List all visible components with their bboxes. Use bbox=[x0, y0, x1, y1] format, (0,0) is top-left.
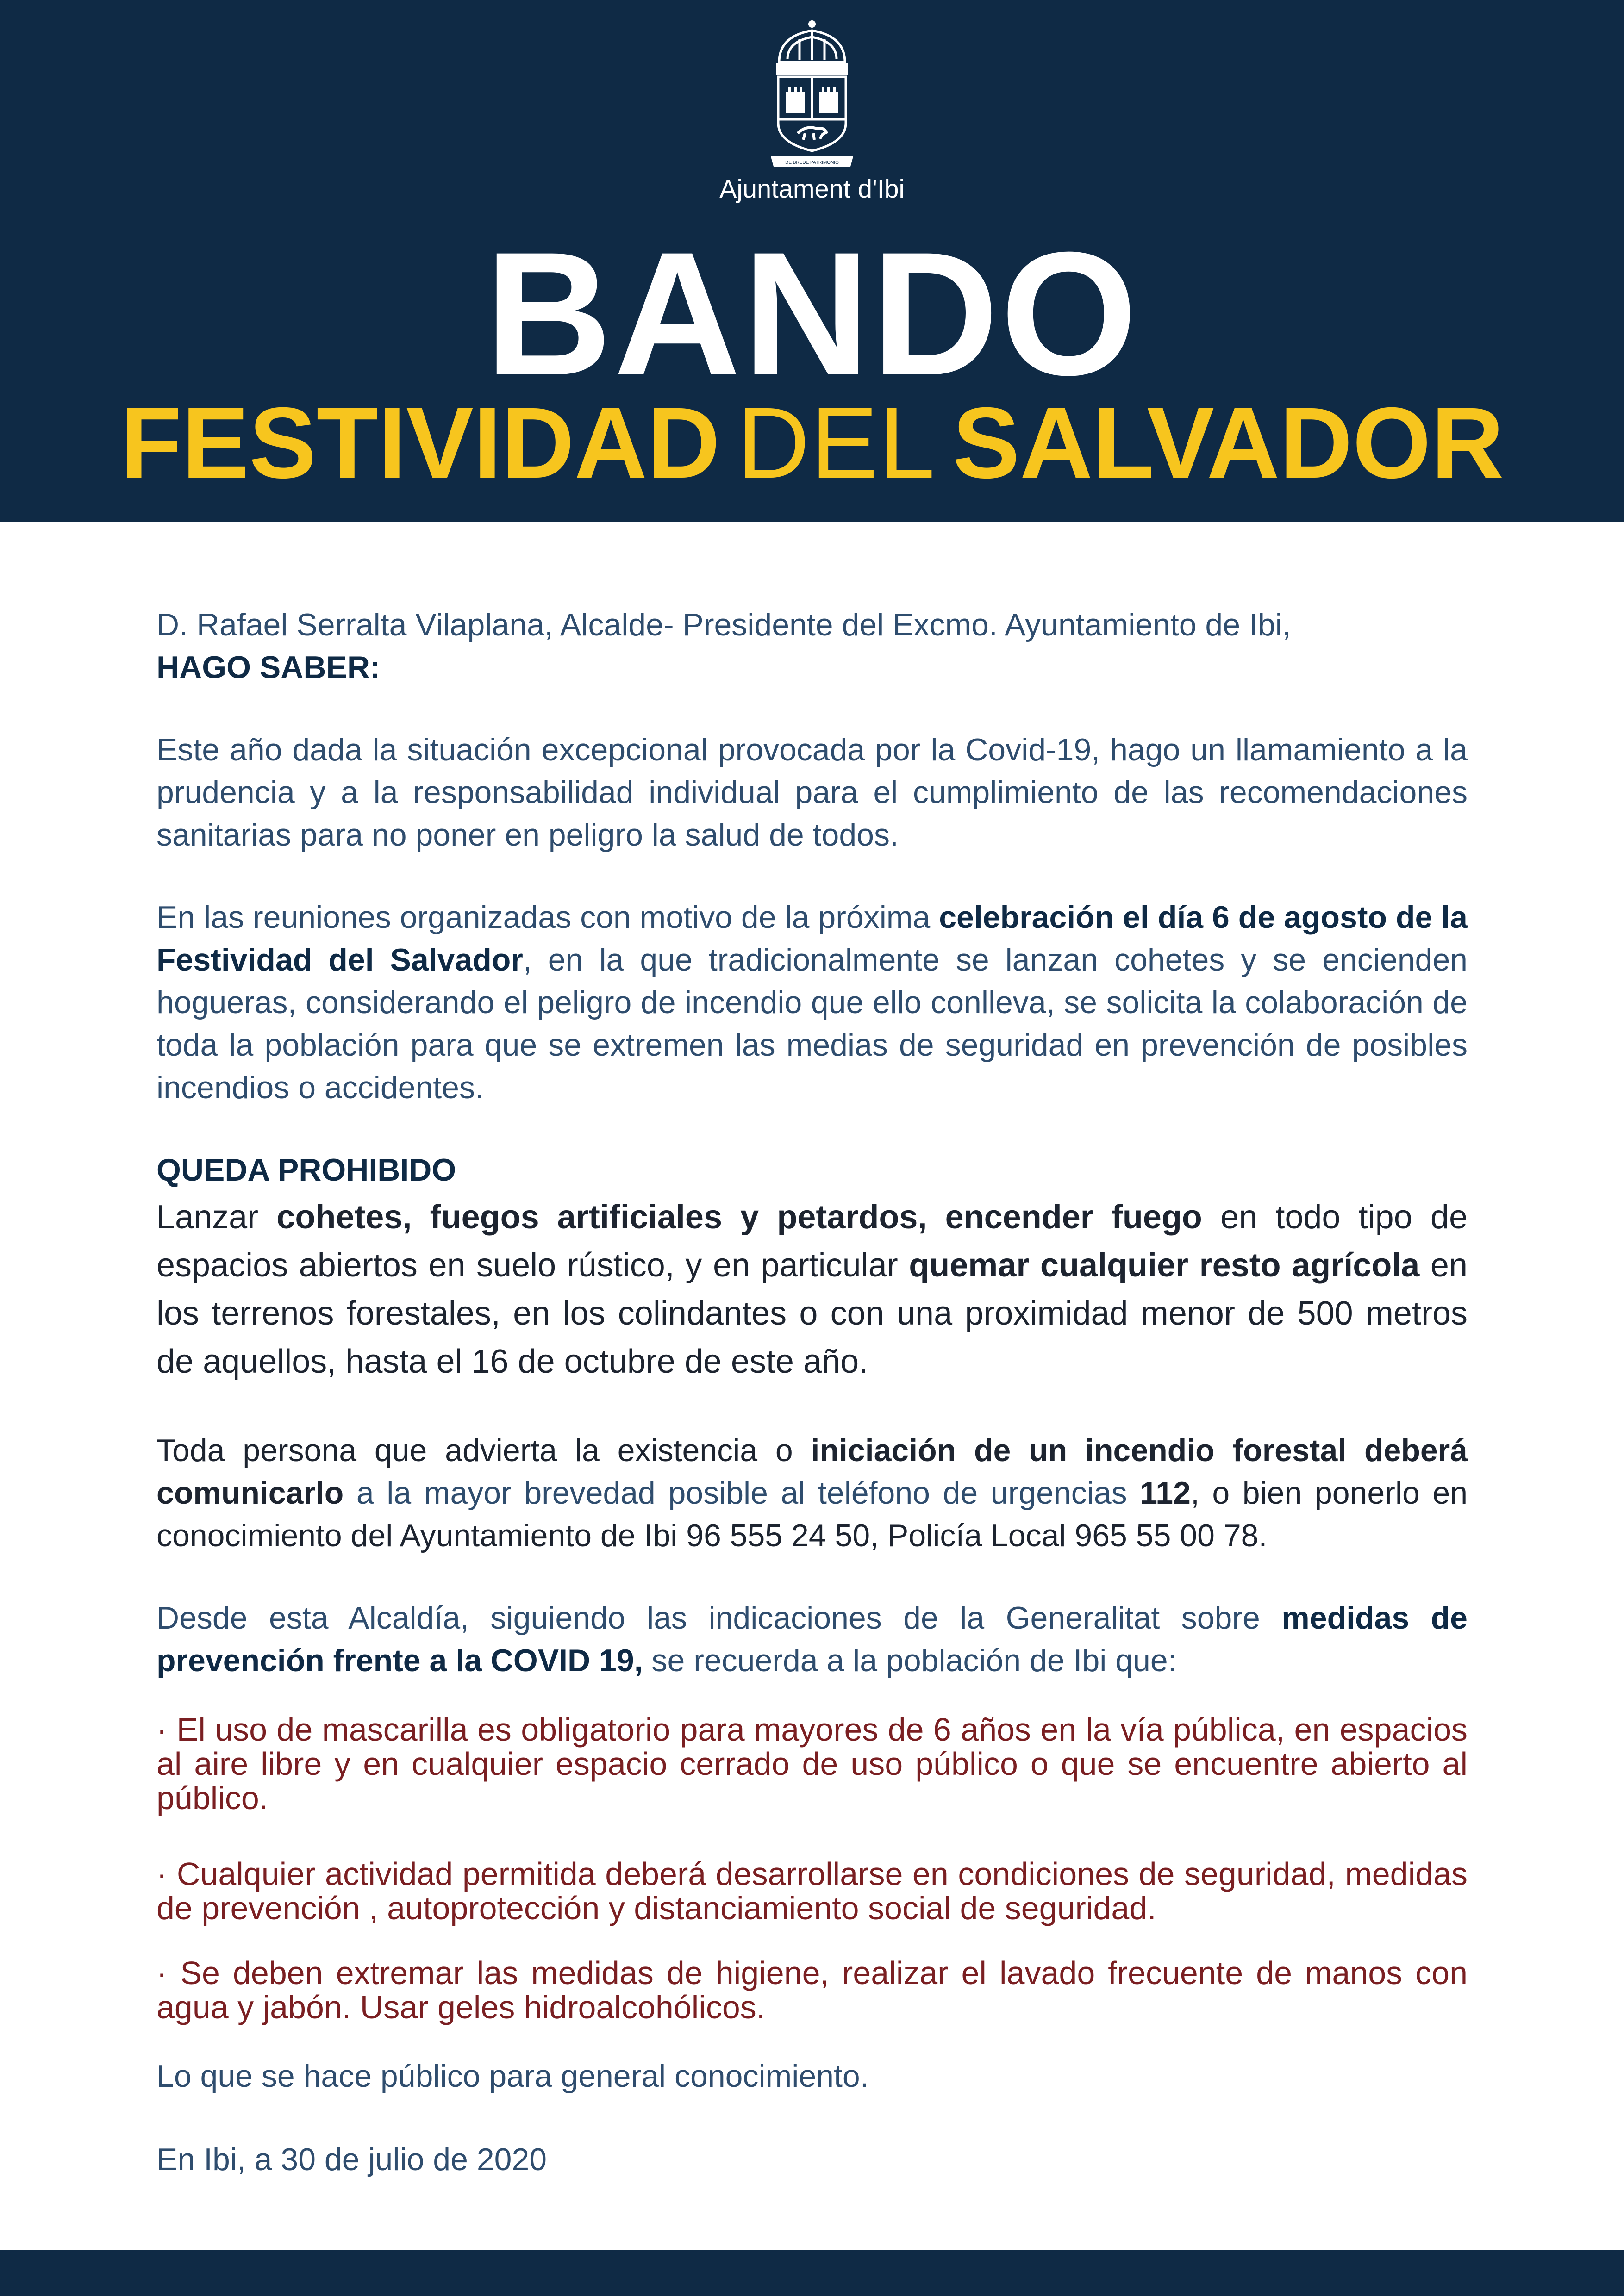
bullet-item bbox=[156, 1712, 1468, 1815]
date-line bbox=[156, 2138, 1468, 2181]
incendio-text: a la mayor brevedad posible al teléfono de urgencias bbox=[344, 1475, 1140, 1511]
bullet-item bbox=[156, 1857, 1468, 1925]
prohibido-heading: QUEDA PROHIBIDO bbox=[156, 1152, 456, 1188]
page-title: BANDO bbox=[485, 215, 1139, 412]
intro-block bbox=[156, 604, 1468, 689]
organization-name: Ajuntament d'Ibi bbox=[719, 174, 905, 203]
prohibido-section bbox=[156, 1149, 1468, 1386]
bullet-text: · Se deben extremar las medidas de higiene, realizar el lavado frecuente de manos con agua y jabón. Usar geles hidroalcohólicos. bbox=[156, 1955, 1468, 2025]
footer-bar bbox=[0, 2250, 1624, 2296]
subtitle-word-3: SALVADOR bbox=[952, 387, 1504, 499]
covid-section bbox=[156, 1597, 1468, 1682]
highlight-text: quemar cualquier resto agrícola bbox=[909, 1247, 1420, 1284]
intro-line: D. Rafael Serralta Vilaplana, Alcalde- Presidente del Excmo. Ayuntamiento de Ibi, bbox=[156, 607, 1291, 642]
highlight-text: celebración el día 6 de agosto de la Festividad del Salvador bbox=[156, 900, 1468, 977]
subtitle-word-1: FESTIVIDAD bbox=[120, 387, 720, 499]
emergency-number: 112 bbox=[1140, 1475, 1191, 1511]
prohibido-text: Lanzar bbox=[156, 1199, 277, 1236]
highlight-text: iniciación de un incendio forestal deberá comunicarlo bbox=[156, 1433, 1468, 1511]
paragraph-text: En las reuniones organizadas con motivo de la próxima bbox=[156, 900, 939, 935]
covid-text: se recuerda a la población de Ibi que: bbox=[643, 1643, 1177, 1678]
incendio-text: , o bien ponerlo en conocimiento del Ayuntamiento de Ibi 96 555 24 50, Policía Local 965 55 00 78. bbox=[156, 1475, 1468, 1553]
covid-text: Desde esta Alcaldía, siguiendo las indicaciones de la Generalitat sobre bbox=[156, 1600, 1282, 1636]
hago-saber-heading: HAGO SABER: bbox=[156, 650, 381, 685]
bullet-text: · Cualquier actividad permitida deberá desarrollarse en condiciones de seguridad, medidas de prevención , autoprotección y distanciamiento social de seguridad. bbox=[156, 1856, 1468, 1926]
highlight-text: cohetes, fuegos artificiales y petardos, encender fuego bbox=[276, 1199, 1202, 1236]
closing-statement bbox=[156, 2055, 1468, 2097]
closing-text: Lo que se hace público para general conocimiento. bbox=[156, 2059, 869, 2094]
crest-motto: DE BREDE PATRIMONIO bbox=[785, 160, 839, 165]
coat-of-arms-icon bbox=[769, 18, 855, 168]
header-banner bbox=[0, 0, 1624, 522]
highlight-text: medidas de prevención frente a la COVID 19, bbox=[156, 1600, 1468, 1678]
bullet-text: · El uso de mascarilla es obligatorio para mayores de 6 años en la vía pública, en espacios al aire libre y en cualquier espacio cerrado de uso público o que se encuentre abierto al público. bbox=[156, 1711, 1468, 1816]
incendio-text: Toda persona que advierta la existencia o bbox=[156, 1433, 811, 1468]
prohibido-text: en los terrenos forestales, en los colindantes o con una proximidad menor de 500 metros de aquellos, hasta el 16 de octubre de este año. bbox=[156, 1247, 1468, 1380]
prohibido-text: en todo tipo de espacios abiertos en suelo rústico, y en particular bbox=[156, 1199, 1468, 1284]
paragraph-text: , en la que tradicionalmente se lanzan cohetes y se encienden hogueras, considerando el peligro de incendio que ello conlleva, se solicita la colaboración de toda la población para que se extremen las medias de seguridad en prevención de posibles incendios o accidentes. bbox=[156, 942, 1468, 1105]
incendio-section bbox=[156, 1429, 1468, 1557]
paragraph-covid-prudence bbox=[156, 728, 1468, 856]
paragraph-text: Este año dada la situación excepcional provocada por la Covid-19, hago un llamamiento a la prudencia y a la responsabilidad individual para el cumplimiento de las recomendaciones sanitarias para no poner en peligro la salud de todos. bbox=[156, 732, 1468, 852]
date-text: En Ibi, a 30 de julio de 2020 bbox=[156, 2142, 547, 2177]
paragraph-festividad bbox=[156, 896, 1468, 1109]
subtitle-word-2: DEL bbox=[737, 387, 936, 499]
bullet-item bbox=[156, 1956, 1468, 2024]
page-subtitle bbox=[0, 388, 1624, 499]
